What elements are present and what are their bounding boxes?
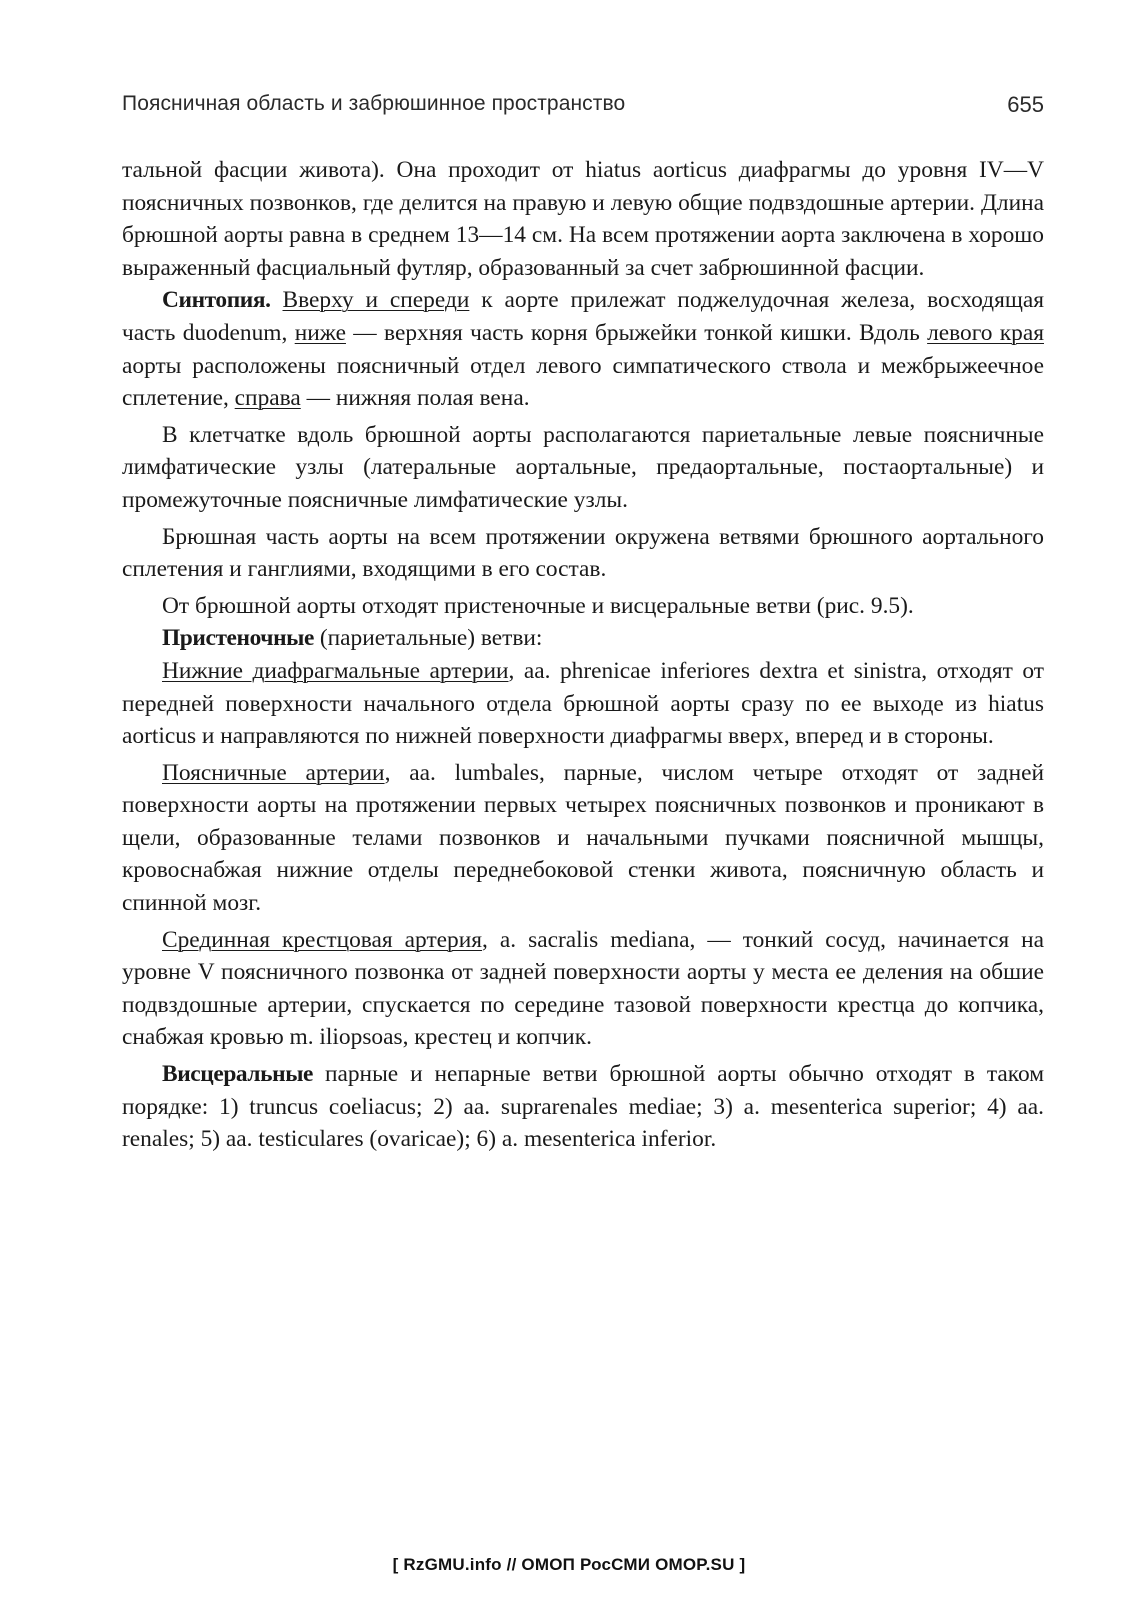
bold-term: Пристеночные <box>162 625 315 652</box>
running-header <box>122 88 1044 124</box>
paragraph: В клетчатке вдоль брюшной аорты располагаются париетальные левые поясничные лимфатические узлы (латеральные аортальные, предаортальные, постаортальные) и промежуточные поясничные лимфатические узлы. <box>122 421 1044 513</box>
underlined-term: Вверху и спереди <box>282 287 470 314</box>
underlined-term: Поясничные артерии <box>162 759 385 786</box>
underlined-term: ниже <box>294 319 346 346</box>
bold-term: Синтопия. <box>162 287 271 314</box>
bold-term: Висцеральные <box>162 1061 314 1088</box>
underlined-term: Нижние диафрагмальные артерии <box>162 657 509 684</box>
page-number: 655 <box>1007 92 1044 117</box>
underlined-term: левого края <box>927 319 1044 346</box>
underlined-term: справа <box>234 385 301 412</box>
paragraph-median-sacral-artery: Срединная крестцовая артерия, a. sacralis mediana, — тонкий сосуд, начинается на уровне V поясничного позвонка от задней поверхности аорты у места ее деления на обшие подвздошные артерии, спускается по середине тазовой поверхности крестца до копчика, снабжая кровью m. iliopsoas, крестец и копчик. <box>122 926 1044 1051</box>
footer-watermark: [ RzGMU.info // ОМОП РосСМИ OMOP.SU ] <box>392 1555 746 1574</box>
paragraph-phrenic-arteries: Нижние диафрагмальные артерии, aa. phrenicae inferiores dextra et sinistra, отходят от передней поверхности начального отдела брюшной аорты сразу по ее выходе из hiatus aorticus и направляются по нижней поверхности диафрагмы вверх, вперед и в стороны. <box>122 657 1044 750</box>
page-body <box>122 154 1044 1156</box>
paragraph-parietal-heading: Пристеночные (париетальные) ветви: <box>162 625 543 652</box>
paragraph: От брюшной аорты отходят пристеночные и висцеральные ветви (рис. 9.5). <box>162 592 914 619</box>
paragraph-lumbar-arteries: Поясничные артерии, aa. lumbales, парные, числом четыре отходят от задней поверхности аорты на протяжении первых четырех поясничных позвонков и проникают в щели, образованные телами позвонков и начальными пучками поясничной мышцы, кровоснабжая нижние отделы переднебоковой стенки живота, поясничную область и спинной мозг. <box>122 759 1044 917</box>
paragraph: Брюшная часть аорты на всем протяжении окружена ветвями брюшного аортального сплетения и ганглиями, входящими в его состав. <box>122 523 1044 583</box>
paragraph-syntopy: Синтопия. Вверху и спереди к аорте прилежат поджелудочная железа, восходящая часть duodenum, ниже — верхняя часть корня брыжейки тонкой кишки. Вдоль левого края аорты расположены поясничный отдел левого симпатического ствола и межбрыжеечное сплетение, справа — нижняя полая вена. <box>122 287 1044 412</box>
underlined-term: Срединная крестцовая артерия <box>162 926 483 953</box>
running-header-title: Поясничная область и забрюшинное пространство <box>122 92 626 115</box>
paragraph-visceral-branches: Висцеральные парные и непарные ветви брюшной аорты обычно отходят в таком порядке: 1) truncus coeliacus; 2) aa. suprarenales mediae; 3) a. mesenterica superior; 4) aa. renales; 5) aa. testiculares (ovaricae); 6) a. mesenterica inferior. <box>122 1061 1044 1153</box>
paragraph: тальной фасции живота). Она проходит от hiatus aorticus диафрагмы до уровня IV—V поясничных позвонков, где делится на правую и левую общие подвздошные артерии. Длина брюшной аорты равна в среднем 13—14 см. На всем протяжении аорта заключена в хорошо выраженный фасциальный футляр, образованный за счет забрюшинной фасции. <box>122 157 1044 281</box>
